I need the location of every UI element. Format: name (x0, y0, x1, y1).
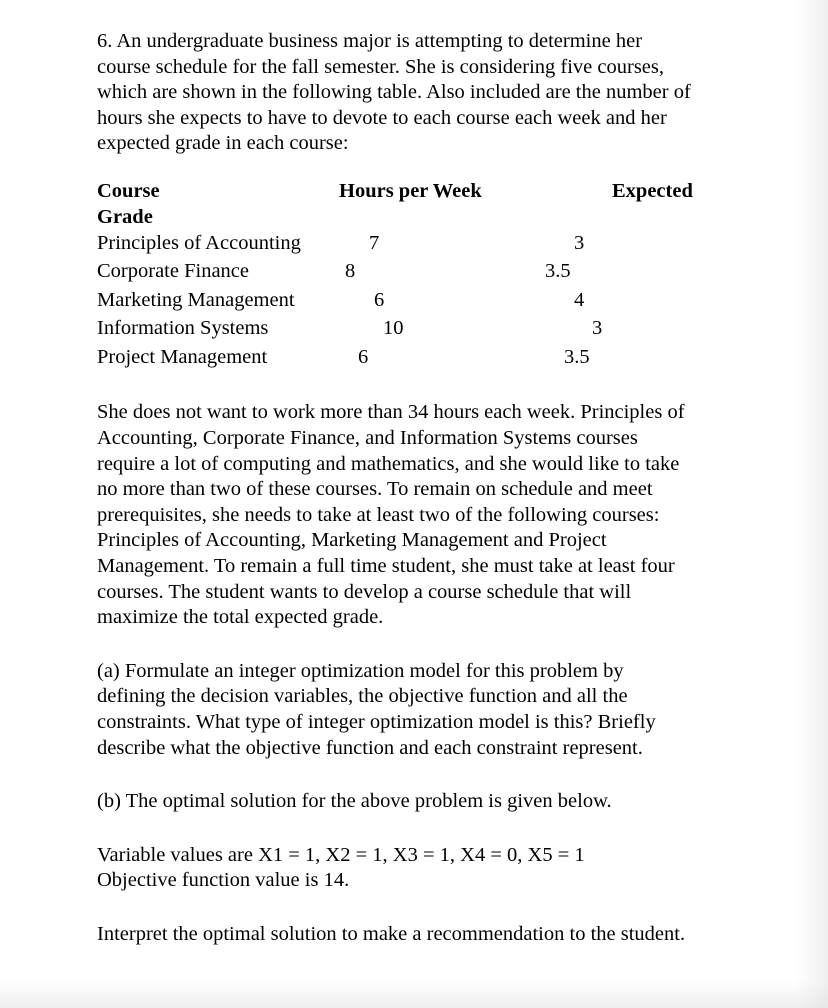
header-course: Course (97, 179, 160, 202)
solution-block (97, 843, 797, 894)
final-instruction: Interpret the optimal solution to make a recommendation to the student. (97, 922, 686, 945)
table-row (97, 345, 797, 374)
question-document (97, 29, 797, 948)
constraints-line: prerequisites, she needs to take at least two of the following courses: (97, 503, 660, 526)
course-grade: 3.5 (564, 345, 590, 368)
course-hours: 7 (369, 231, 380, 254)
table-header-row (97, 179, 797, 205)
course-hours: 10 (383, 317, 404, 340)
constraints-line: courses. The student wants to develop a course schedule that will (97, 580, 632, 603)
header-expected: Expected (612, 179, 693, 202)
course-grade: 3.5 (545, 260, 571, 283)
constraints-line: no more than two of these courses. To remain on schedule and meet (97, 478, 653, 501)
question-intro (97, 29, 797, 157)
page-edge-shadow-right (796, 0, 828, 1008)
page-edge-shadow-bottom (0, 980, 828, 1008)
part-a-line: constraints. What type of integer optimization model is this? Briefly (97, 711, 656, 733)
course-name: Information Systems (97, 317, 269, 340)
header-grade: Grade (97, 205, 153, 228)
table-row (97, 316, 797, 345)
intro-line: which are shown in the following table. Also included are the number of (97, 81, 691, 104)
objective-value: Objective function value is 14. (97, 869, 350, 892)
part-a-line: (a) Formulate an integer optimization model for this problem by (97, 659, 624, 682)
intro-line: course schedule for the fall semester. She is considering five courses, (97, 55, 664, 78)
constraints-line: maximize the total expected grade. (97, 606, 384, 629)
course-hours: 8 (345, 260, 356, 283)
constraints-line: Management. To remain a full time student, she must take at least four (97, 555, 675, 578)
part-a-paragraph (97, 659, 797, 761)
course-name: Project Management (97, 345, 268, 368)
constraints-line: Accounting, Corporate Finance, and Information Systems courses (97, 427, 638, 450)
table-row (97, 288, 797, 317)
intro-line: 6. An undergraduate business major is attempting to determine her (97, 30, 643, 52)
constraints-line: require a lot of computing and mathematics, and she would like to take (97, 452, 680, 475)
part-a-line: defining the decision variables, the objective function and all the (97, 685, 628, 708)
constraints-line: Principles of Accounting, Marketing Management and Project (97, 529, 607, 552)
table-row (97, 259, 797, 288)
intro-line: expected grade in each course: (97, 132, 349, 155)
constraints-paragraph (97, 400, 797, 630)
course-grade: 3 (592, 317, 603, 340)
constraints-line: She does not want to work more than 34 hours each week. Principles of (97, 401, 685, 424)
course-name: Principles of Accounting (97, 231, 301, 254)
course-grade: 3 (574, 231, 585, 254)
course-grade: 4 (574, 288, 585, 311)
header-hours: Hours per Week (339, 179, 482, 202)
intro-line: hours she expects to have to devote to each course each week and her (97, 106, 667, 129)
part-b-paragraph: (b) The optimal solution for the above problem is given below. (97, 790, 612, 813)
part-a-line: describe what the objective function and each constraint represent. (97, 736, 643, 759)
variable-values: Variable values are X1 = 1, X2 = 1, X3 = 1, X4 = 0, X5 = 1 (97, 843, 585, 866)
course-hours: 6 (374, 288, 385, 311)
table-row (97, 231, 797, 260)
course-hours: 6 (358, 345, 369, 368)
course-table (97, 179, 797, 374)
course-name: Corporate Finance (97, 260, 249, 283)
course-name: Marketing Management (97, 288, 295, 311)
